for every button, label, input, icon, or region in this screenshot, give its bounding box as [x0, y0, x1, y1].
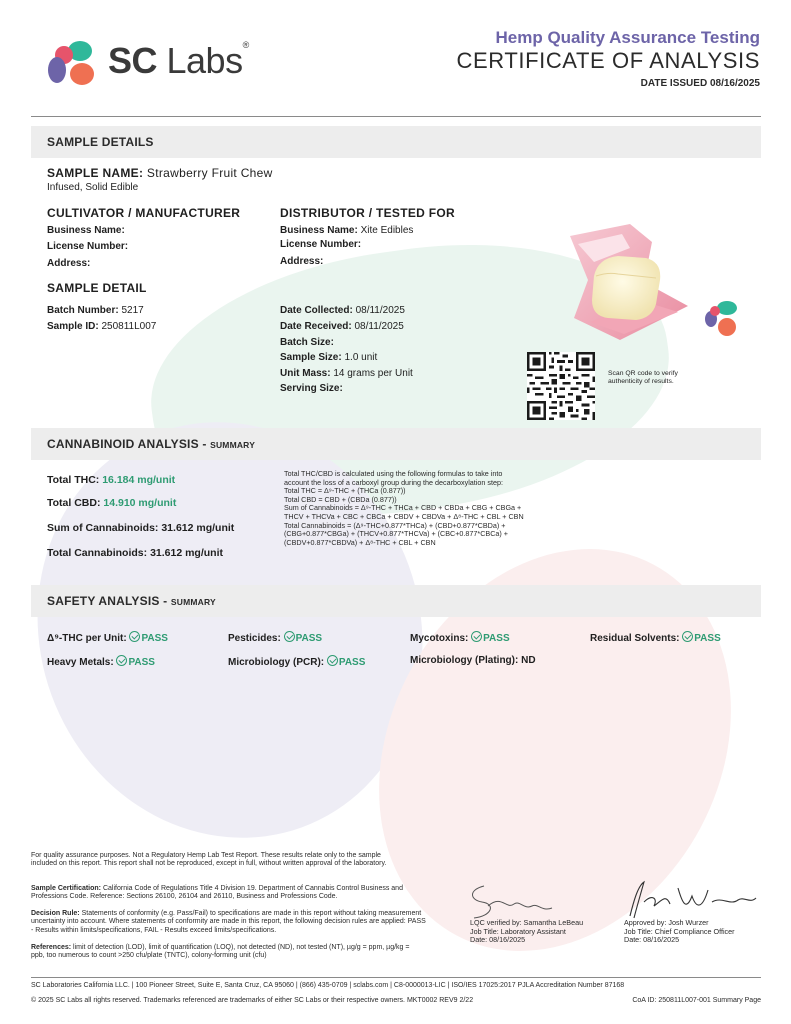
lab-address-line: SC Laboratories California LLC. | 100 Pioneer Street, Suite E, Santa Cruz, CA 95060 | (866) 435-0709 | sclabs.com | C8-0000013-LIC | ISO/IES 17025:2017 PJLA Accreditation Number 87168	[31, 982, 625, 989]
header-divider	[31, 116, 761, 117]
sample-type: Infused, Solid Edible	[47, 182, 139, 193]
check-circle-icon	[471, 631, 482, 642]
distributor-heading: DISTRIBUTOR / TESTED FOR	[280, 206, 455, 220]
check-circle-icon	[682, 631, 693, 642]
sc-labs-mini-logo-icon	[703, 300, 739, 338]
sample-size: Sample Size: 1.0 unit	[280, 352, 378, 363]
safety-analysis-bar: SAFETY ANALYSIS - SUMMARY	[31, 585, 761, 617]
decision-rule: Decision Rule: Statements of conformity (e.g. Pass/Fail) to specifications are made in this report without taking measurement uncertainty into account. Where statements of conformity are made in this report, the following decision rules are applied: PASS - Results within limits/specifications, FAIL - Results exceed limits/specifications.	[31, 910, 426, 934]
total-thc: Total THC: 16.184 mg/unit	[47, 474, 176, 486]
check-circle-icon	[129, 631, 140, 642]
cultivator-business-label: Business Name:	[47, 225, 125, 236]
cannabinoid-analysis-bar: CANNABINOID ANALYSIS - SUMMARY	[31, 428, 761, 460]
cannabinoid-formula-note: Total THC/CBD is calculated using the following formulas to take into account the loss of a carboxyl group during the decarboxylation step: Total THC = Δ⁹-THC + (THCa (0.877)) Total CBD = CBD + (CBDa (0.877)) Sum of Cannabinoids = Δ⁹-THC + THCa + CBD + CBDa + CBG + CBGa + THCV + THCVa + CBC + CBCa + CBDV + CBDVa + Δ⁸-THC + CBL + CBN Total Cannabinoids = (Δ⁹-THC+0.877*THCa) + (CBD+0.877*CBDa) + (CBG+0.877*CBGa) + (THCV+0.877*THCVa) + (CBC+0.877*CBCa) + (CBDV+0.877*CBDVa) + Δ⁸-THC + CBL + CBN	[284, 469, 524, 547]
batch-size-label: Batch Size:	[280, 337, 334, 348]
unit-mass: Unit Mass: 14 grams per Unit	[280, 368, 413, 379]
sc-labs-wordmark: SC Labs®	[108, 40, 249, 81]
footer-divider	[31, 977, 761, 978]
date-received: Date Received: 08/11/2025	[280, 321, 404, 332]
product-photo	[560, 222, 700, 344]
sample-name: SAMPLE NAME: Strawberry Fruit Chew	[47, 166, 273, 180]
distributor-business: Business Name: Xite Edibles	[280, 225, 414, 236]
safety-item-microbiology-plating: Microbiology (Plating): ND	[410, 655, 536, 666]
serving-size-label: Serving Size:	[280, 383, 343, 394]
sample-certification: Sample Certification: California Code of Regulations Title 4 Division 19. Department of Cannabis Control Business and Professions Code. Reference: Sections 26100, 26104 and 26110, Business and Professions Code.	[31, 885, 403, 901]
sample-id: Sample ID: 250811L007	[47, 321, 157, 332]
check-circle-icon	[116, 655, 127, 666]
qr-caption: Scan QR code to verify authenticity of results.	[608, 370, 678, 385]
date-collected: Date Collected: 08/11/2025	[280, 305, 405, 316]
distributor-address-label: Address:	[280, 256, 324, 267]
lqc-signature	[462, 880, 572, 922]
verification-qr-code[interactable]	[527, 352, 595, 420]
sample-details-bar: SAMPLE DETAILS	[31, 126, 761, 158]
safety-item-mycotoxins: Mycotoxins: PASS	[410, 633, 510, 644]
sum-of-cannabinoids: Sum of Cannabinoids: 31.612 mg/unit	[47, 522, 235, 534]
date-issued: DATE ISSUED 08/16/2025	[640, 78, 760, 89]
safety-item-residual-solvents: Residual Solvents: PASS	[590, 633, 721, 644]
report-subtitle: Hemp Quality Assurance Testing	[495, 28, 760, 47]
sample-detail-heading: SAMPLE DETAIL	[47, 281, 147, 295]
distributor-license-label: License Number:	[280, 239, 362, 250]
cultivator-heading: CULTIVATOR / MANUFACTURER	[47, 206, 241, 220]
check-circle-icon	[327, 655, 338, 666]
approver: Approved by: Josh Wurzer Job Title: Chief Compliance Officer Date: 08/16/2025	[624, 918, 735, 945]
check-circle-icon	[284, 631, 295, 642]
cultivator-address-label: Address:	[47, 258, 91, 269]
copyright-line: © 2025 SC Labs all rights reserved. Trademarks referenced are trademarks of either SC Labs or their respective owners. MKT0002 REV9 2/22	[31, 997, 474, 1004]
report-title: CERTIFICATE OF ANALYSIS	[456, 48, 760, 73]
coa-id: CoA ID: 250811L007-001 Summary Page	[632, 997, 761, 1004]
total-cbd: Total CBD: 14.910 mg/unit	[47, 497, 177, 509]
references: References: limit of detection (LOD), limit of quantification (LOQ), not detected (ND), not tested (NT), µg/g = ppm, µg/kg = ppb, too numerous to count >250 cfu/plate (TNTC), colony-forming unit (cfu)	[31, 944, 410, 960]
disclaimer-text: For quality assurance purposes. Not a Regulatory Hemp Lab Test Report. These results relate only to the sample included on this report. This report shall not be reproduced, except in full, without written approval of the laboratory.	[31, 852, 387, 868]
total-cannabinoids: Total Cannabinoids: 31.612 mg/unit	[47, 547, 224, 559]
safety-item-pesticides: Pesticides: PASS	[228, 633, 323, 644]
sc-labs-logo-icon	[46, 40, 106, 86]
lqc-verifier: LQC verified by: Samantha LeBeau Job Title: Laboratory Assistant Date: 08/16/2025	[470, 918, 584, 945]
safety-item-delta9-thc: Δ⁹-THC per Unit: PASS	[47, 633, 168, 644]
cultivator-license-label: License Number:	[47, 241, 129, 252]
batch-number: Batch Number: 5217	[47, 305, 144, 316]
safety-item-heavy-metals: Heavy Metals: PASS	[47, 657, 155, 668]
approver-signature	[612, 876, 762, 922]
safety-item-microbiology-pcr: Microbiology (PCR): PASS	[228, 657, 366, 668]
